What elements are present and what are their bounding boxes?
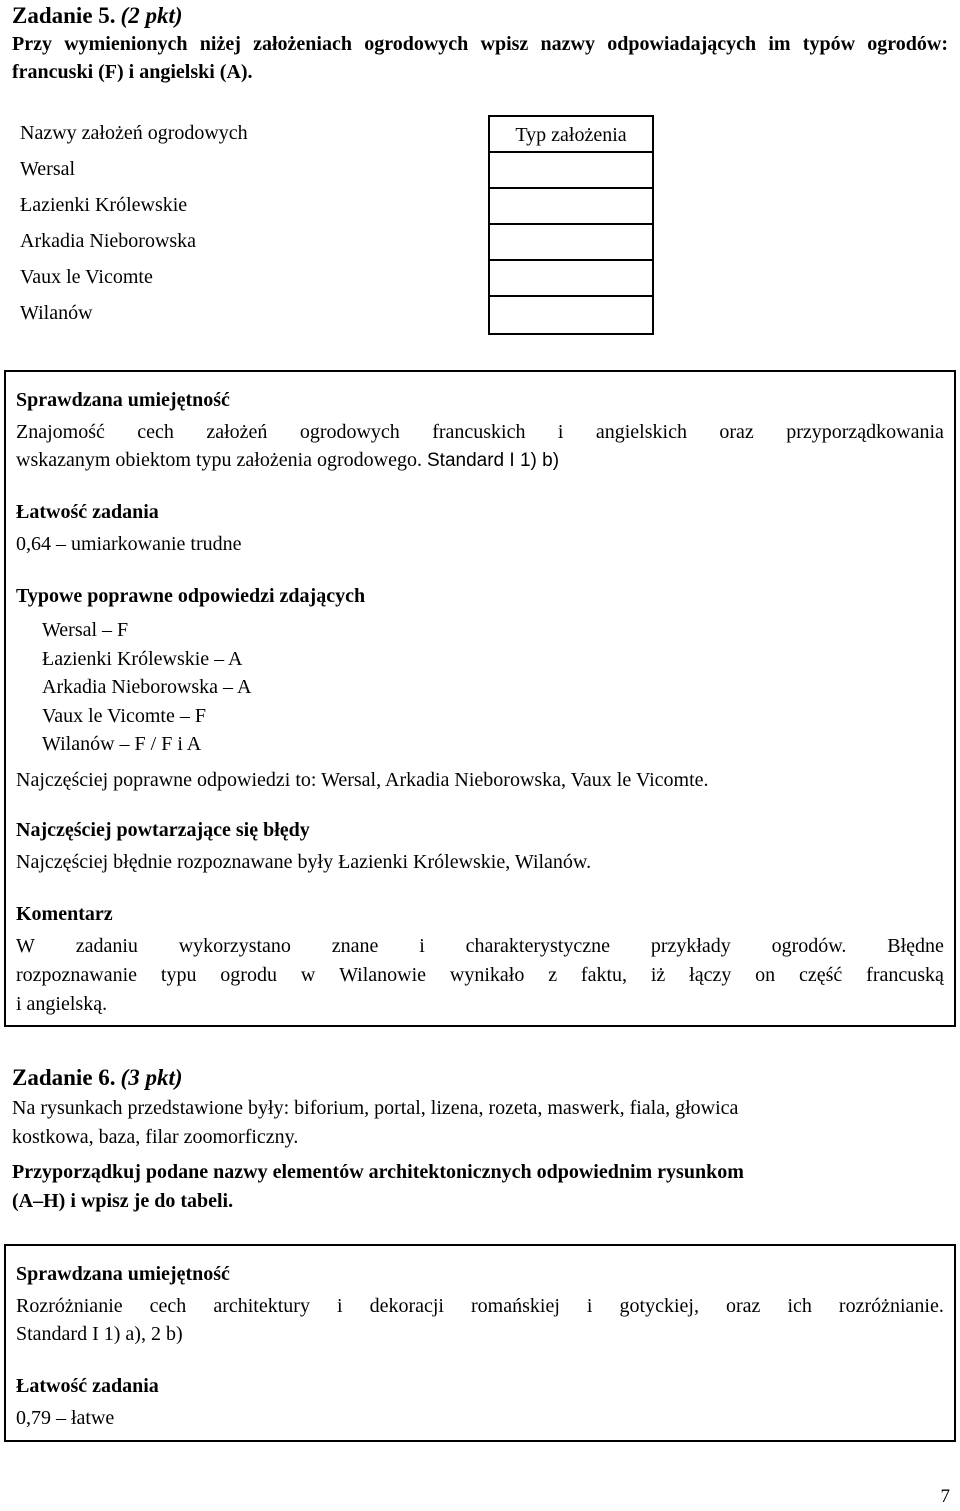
table-col-type [488,115,654,335]
table-row-name: Wilanów [20,302,93,324]
answer-item: Wersal – F [42,619,129,641]
answer-item: Vaux le Vicomte – F [42,704,206,727]
table-row-name: Arkadia Nieborowska [20,230,197,252]
task5-instruction: Przy wymienionych niżej założeniach ogrodowych wpisz nazwy odpowiadających im typów ogrodów: francuski (F) i angielski (A). [12,33,948,83]
task6-instruction: Przyporządkuj podane nazwy elementów architektonicznych odpowiednim rysunkom (A–H) i wpisz je do tabeli. [12,1161,744,1212]
difficulty-heading: Łatwość zadania [16,501,159,523]
task5-table [12,115,654,335]
answer-item: Łazienki Królewskie – A [42,647,243,670]
task6-intro: Na rysunkach przedstawione były: biforium, portal, lizena, rozeta, maswerk, fiala, głowica kostkowa, baza, filar zoomorficzny. [12,1097,739,1148]
answers-heading: Typowe poprawne odpowiedzi zdających [16,585,366,607]
difficulty-heading: Łatwość zadania [16,1375,159,1397]
table-header-type: Typ założenia [490,117,652,153]
most-common-answers: Najczęściej poprawne odpowiedzi to: Wersal, Arkadia Nieborowska, Vaux le Vicomte. [16,769,709,791]
table-col-names [12,115,486,335]
table-header-names: Nazwy założeń ogrodowych [20,122,248,144]
task6-points: (3 pkt) [120,1065,183,1090]
answers-list [42,616,251,759]
skill-text-line1: Znajomość cech założeń ogrodowych francuskich i angielskich oraz przyporządkowania [16,421,944,443]
page-number: 7 [940,1486,950,1508]
evaluation-box-task5 [4,370,956,1027]
comment-line2: rozpoznawanie typu ogrodu w Wilanowie wynikało z faktu, iż łączy on część francuską [16,964,944,986]
answer-item: Arkadia Nieborowska – A [42,676,252,698]
answer-cell-arkadia[interactable] [490,225,652,261]
skill-standard: Standard I 1) b) [427,450,560,471]
task6-number: Zadanie 6. [12,1065,116,1090]
answer-item: Wilanów – F / F i A [42,733,202,755]
answer-cell-wersal[interactable] [490,153,652,189]
answer-cell-vaux[interactable] [490,261,652,297]
task5-number: Zadanie 5. [12,3,116,28]
skill-text-line2: Standard I 1) a), 2 b) [16,1323,183,1345]
errors-text: Najczęściej błędnie rozpoznawane były Łazienki Królewskie, Wilanów. [16,851,592,873]
skill-text-line1: Rozróżnianie cech architektury i dekoracji romańskiej i gotyckiej, oraz ich rozróżnianie. [16,1295,944,1317]
skill-text-line2: wskazanym obiektom typu założenia ogrodowego. Standard I 1) b) [16,449,560,471]
errors-heading: Najczęściej powtarzające się błędy [16,819,310,841]
task5-points: (2 pkt) [120,3,183,28]
skill-heading: Sprawdzana umiejętność [16,1263,230,1285]
table-row-name: Łazienki Królewskie [20,194,188,216]
difficulty-value: 0,64 – umiarkowanie trudne [16,533,242,555]
comment-heading: Komentarz [16,903,113,925]
difficulty-value: 0,79 – łatwe [16,1407,115,1429]
task5-heading [12,0,183,32]
answer-cell-wilanow[interactable] [490,297,652,333]
answer-cell-lazienki[interactable] [490,189,652,225]
task6-heading [12,1062,183,1094]
table-row-name: Wersal [20,158,76,180]
table-row-name: Vaux le Vicomte [20,266,153,288]
skill-heading: Sprawdzana umiejętność [16,389,230,411]
evaluation-box-task6 [4,1244,956,1442]
comment-line3: i angielską. [16,993,108,1015]
comment-line1: W zadaniu wykorzystano znane i charakterystyczne przykłady ogrodów. Błędne [16,935,944,957]
